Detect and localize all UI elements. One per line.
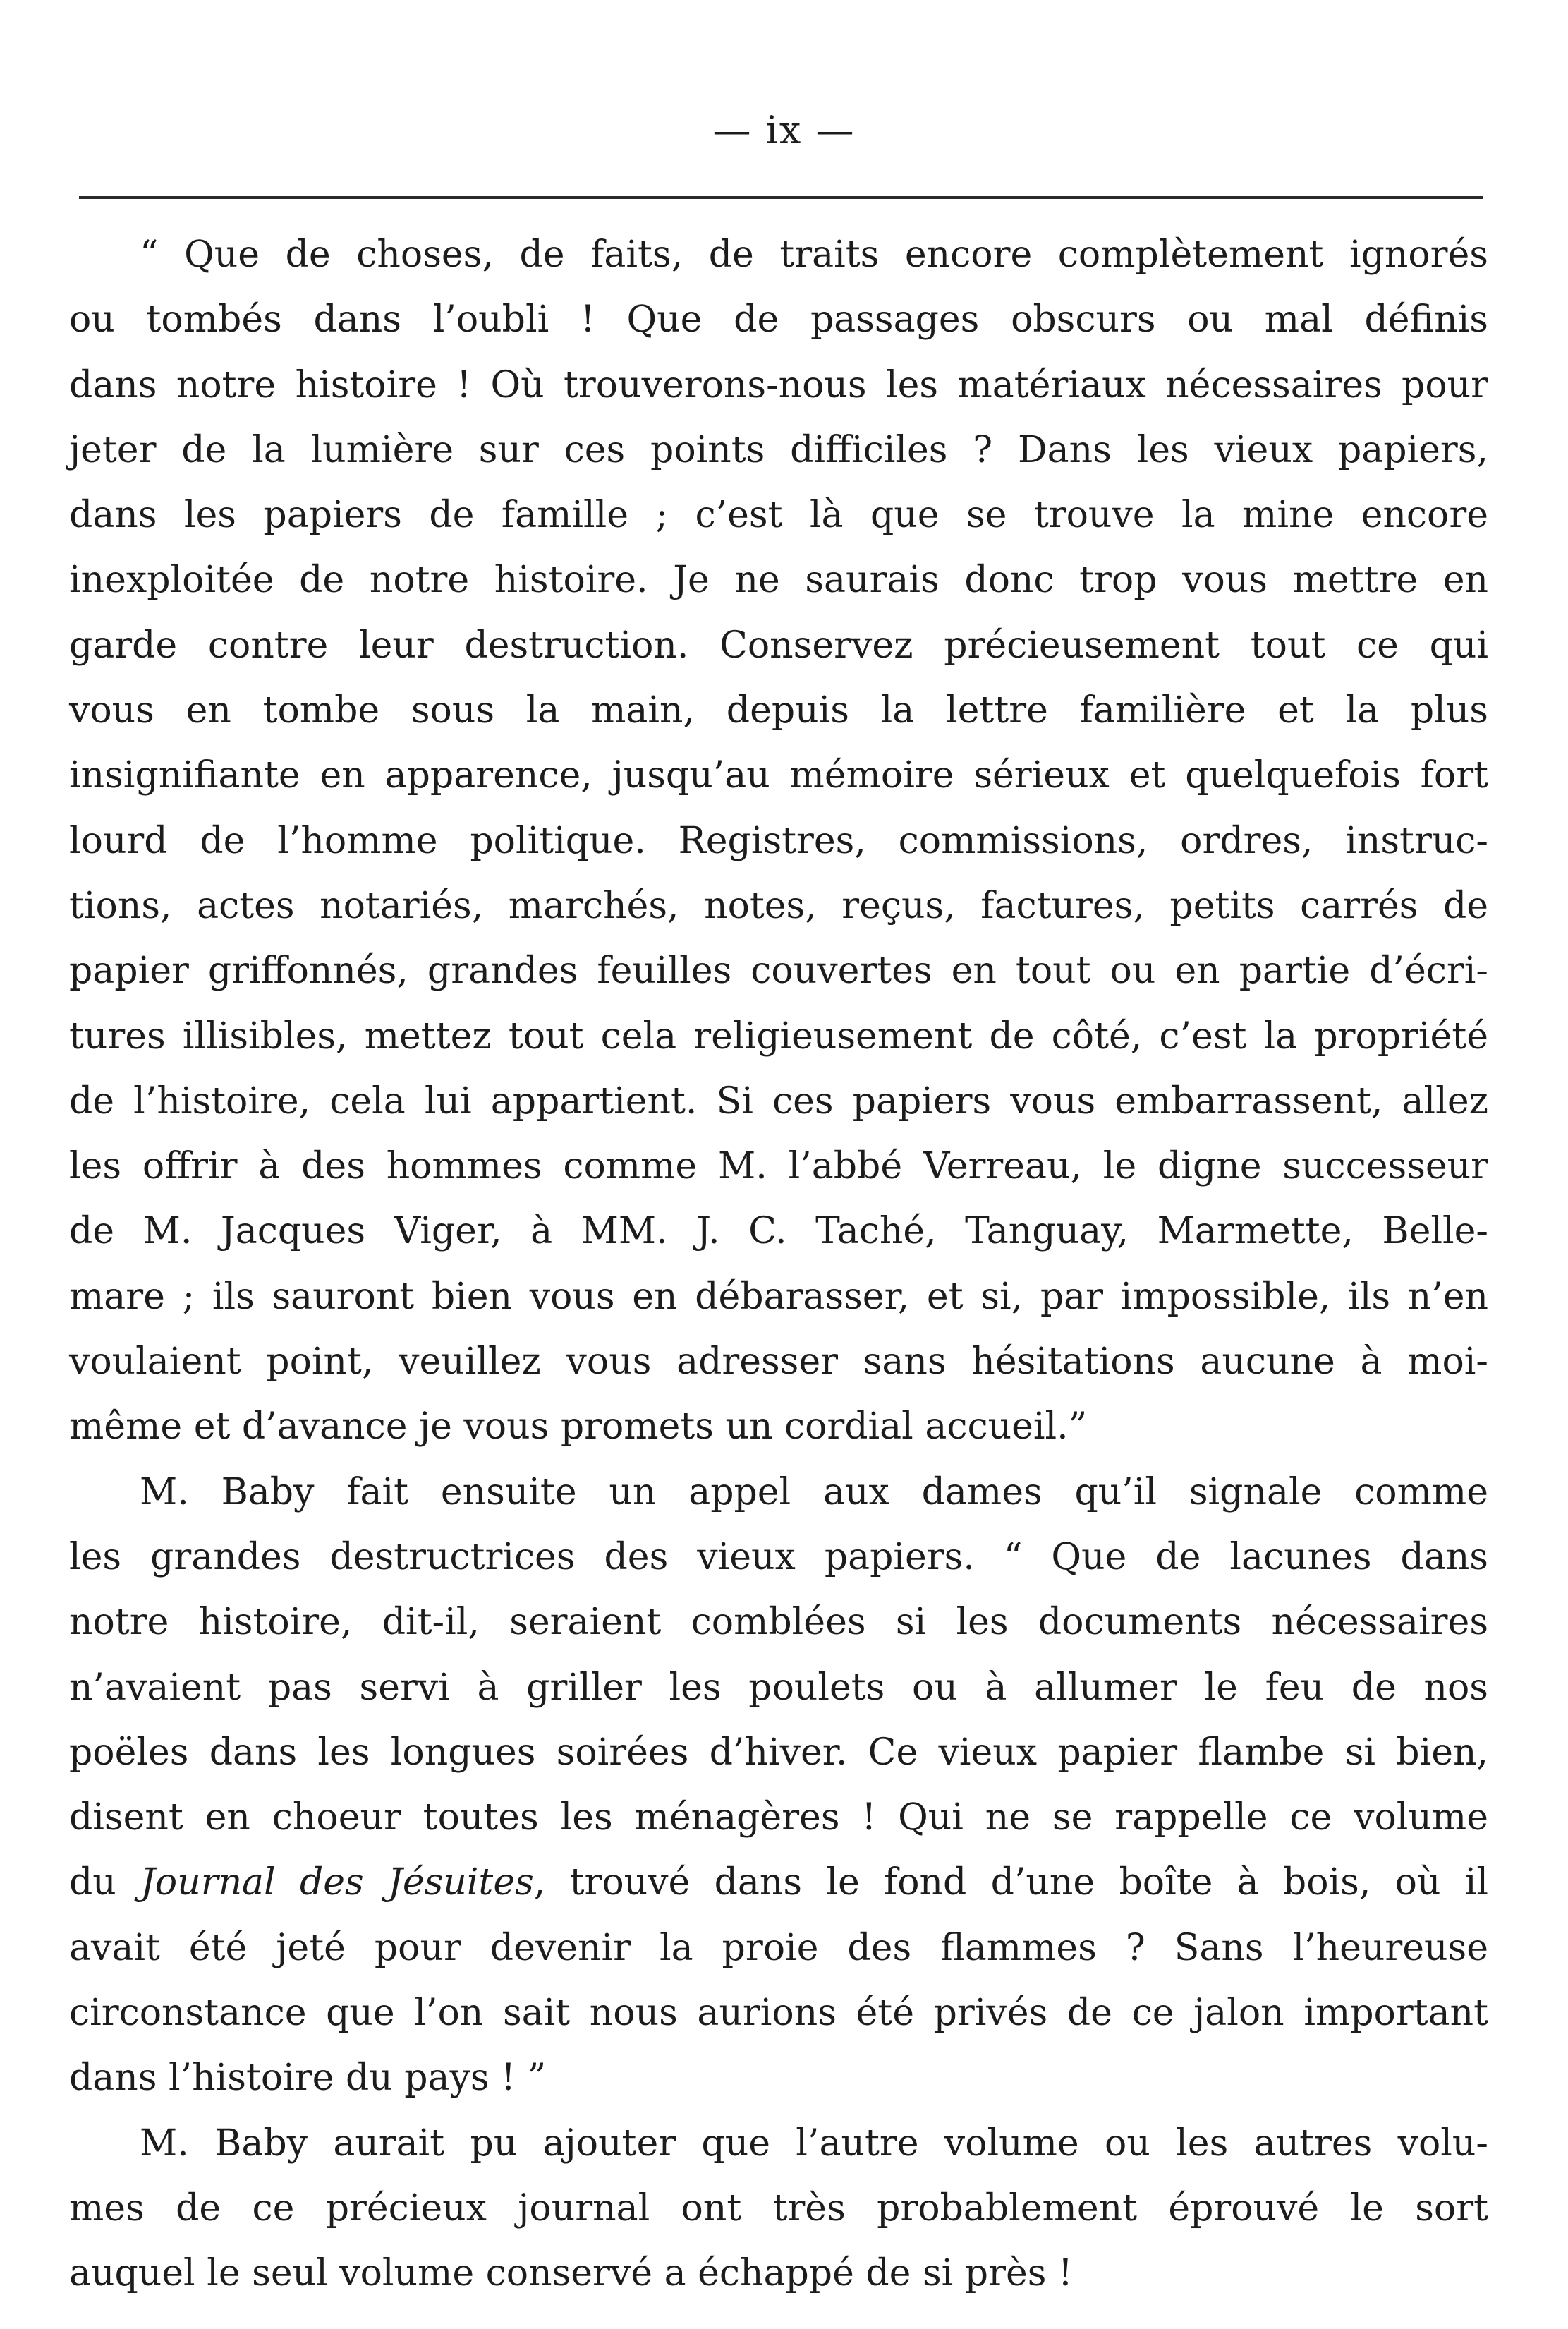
text-line: de M. Jacques Viger, à MM. J. C. Taché, Tanguay, Marmette, Belle- <box>69 1210 1488 1253</box>
text-line: papier griffonnés, grandes feuilles couvertes en tout ou en partie d’écri- <box>69 950 1488 993</box>
text-line-with-italic <box>69 1850 1488 1915</box>
text-line: mes de ce précieux journal ont très probablement éprouvé le sort <box>69 2186 1488 2230</box>
text-line: les grandes destructrices des vieux papiers. “ Que de lacunes dans <box>69 1535 1488 1578</box>
text-line: les offrir à des hommes comme M. l’abbé Verreau, le digne successeur <box>69 1145 1488 1188</box>
text-line: inexploitée de notre histoire. Je ne saurais donc trop vous mettre en <box>69 559 1488 602</box>
text-line: tions, actes notariés, marchés, notes, reçus, factures, petits carrés de <box>69 884 1488 927</box>
text-line: mare ; ils sauront bien vous en débarasser, et si, par impossible, ils n’en <box>69 1275 1488 1318</box>
text-segment: , trouvé dans le fond d’une boîte à bois, où il <box>533 1861 1488 1904</box>
text-line: garde contre leur destruction. Conservez précieusement tout ce qui <box>69 624 1488 667</box>
text-line: de l’histoire, cela lui appartient. Si ces papiers vous embarrassent, allez <box>69 1079 1488 1123</box>
text-line: jeter de la lumière sur ces points difficiles ? Dans les vieux papiers, <box>69 428 1488 471</box>
text-line: avait été jeté pour devenir la proie des flammes ? Sans l’heureuse <box>69 1926 1488 1969</box>
text-line: M. Baby fait ensuite un appel aux dames qu’il signale comme <box>140 1470 1488 1513</box>
text-line: M. Baby aurait pu ajouter que l’autre volume ou les autres volu- <box>140 2122 1488 2165</box>
text-line: poëles dans les longues soirées d’hiver. Ce vieux papier flambe si bien, <box>69 1731 1488 1774</box>
text-line: vous en tombe sous la main, depuis la lettre familière et la plus <box>69 689 1488 732</box>
page-number: — ix — <box>712 108 856 152</box>
text-line: dans les papiers de famille ; c’est là que se trouve la mine encore <box>69 494 1488 537</box>
text-line: auquel le seul volume conservé a échappé de si près ! <box>69 2252 1073 2295</box>
header-rule <box>79 196 1483 199</box>
text-line: tures illisibles, mettez tout cela religieusement de côté, c’est la propriété <box>69 1015 1488 1058</box>
text-line: notre histoire, dit-il, seraient comblées si les documents nécessaires <box>69 1601 1488 1644</box>
text-line: n’avaient pas servi à griller les poulets ou à allumer le feu de nos <box>69 1666 1488 1709</box>
text-line: circonstance que l’on sait nous aurions été privés de ce jalon important <box>69 1992 1488 2035</box>
journal-title-italic: Journal des Jésuites <box>140 1861 534 1904</box>
text-line: dans l’histoire du pays ! ” <box>69 2057 547 2100</box>
text-line: disent en choeur toutes les ménagères ! Qui ne se rappelle ce volume <box>69 1796 1488 1839</box>
body-text <box>69 222 1488 2306</box>
text-line: voulaient point, veuillez vous adresser sans hésitations aucune à moi- <box>69 1341 1488 1384</box>
text-segment: du <box>69 1861 141 1904</box>
text-line: insignifiante en apparence, jusqu’au mémoire sérieux et quelquefois fort <box>69 754 1488 797</box>
text-line: lourd de l’homme politique. Registres, commissions, ordres, instruc- <box>69 819 1488 862</box>
text-line: ou tombés dans l’oubli ! Que de passages obscurs ou mal définis <box>69 298 1488 341</box>
text-line: dans notre histoire ! Où trouverons-nous les matériaux nécessaires pour <box>69 363 1488 406</box>
text-line: “ Que de choses, de faits, de traits encore complètement ignorés <box>140 234 1488 276</box>
text-line: même et d’avance je vous promets un cordial accueil.” <box>69 1405 1088 1448</box>
